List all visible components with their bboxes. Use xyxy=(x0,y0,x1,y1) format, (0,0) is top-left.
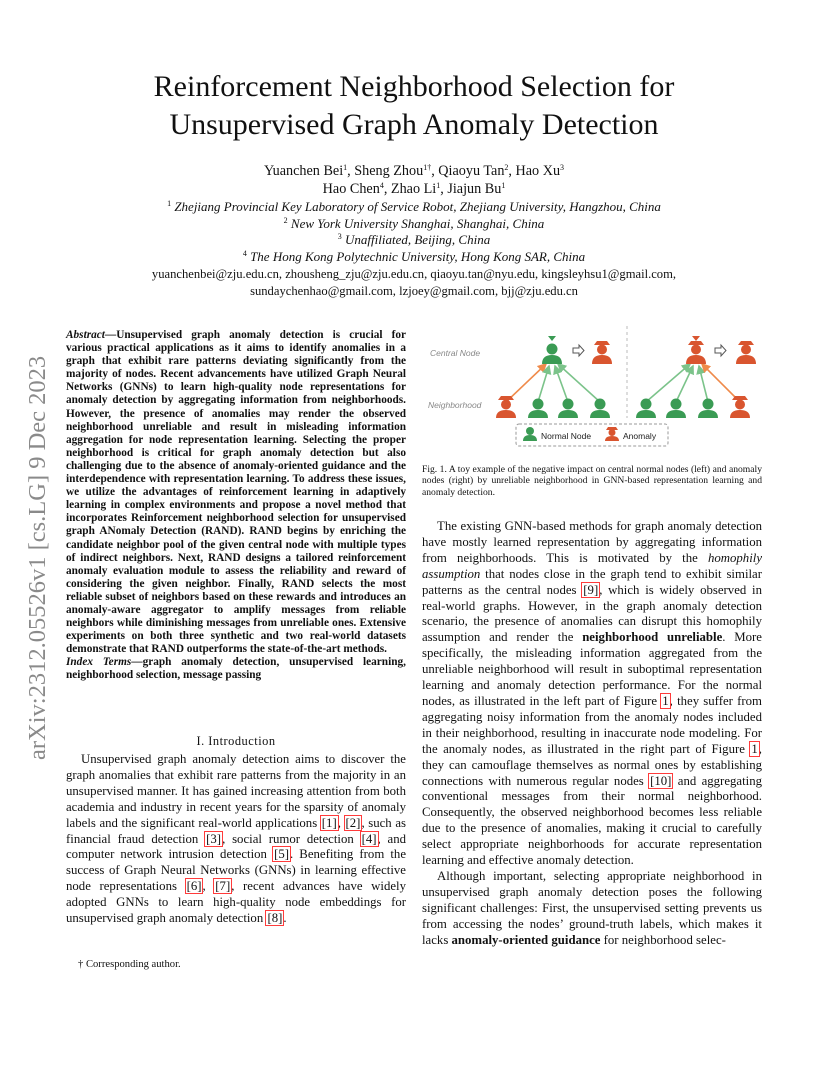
citation-link[interactable]: [7] xyxy=(215,879,231,894)
figure-1 xyxy=(422,322,762,450)
figure-reference-link[interactable]: 1 xyxy=(751,741,758,756)
citation-link[interactable]: [6] xyxy=(186,879,202,894)
author-line-1: Yuanchen Bei$^1$, Sheng Zhou$^{1\dagger}$, Qiaoyu Tan$^2$, Hao Xu$^3$ xyxy=(263,163,565,179)
author-affiliation-mark: 2 xyxy=(504,163,509,172)
arxiv-identifier-stamp xyxy=(20,290,54,760)
author-affiliation-mark: 1 xyxy=(501,181,506,190)
index-terms-label: Index Terms xyxy=(66,656,132,669)
bold-term: anomaly-oriented guidance xyxy=(451,932,601,947)
email-line-1: yuanchenbei@zju.edu.cn, zhousheng_zju@zju.edu.cn, qiaoyu.tan@nyu.edu, kingsleyhsu1@gmail.com, xyxy=(151,267,677,281)
author-name: Zhao Li xyxy=(390,181,437,197)
emphasized-term: homophily assumption xyxy=(422,550,762,581)
author-affiliation-mark: 3 xyxy=(560,163,565,172)
citation-link[interactable]: [5] xyxy=(274,847,289,862)
right-transform-arrow-icon xyxy=(715,345,726,356)
author-affiliation-mark: 1 xyxy=(436,181,441,190)
author-line-2: Hao Chen$^4$, Zhao Li$^1$, Jiajun Bu$^1$ xyxy=(322,181,506,197)
abstract-label: Abstract xyxy=(66,329,105,341)
right-paragraph-2: Although important, selecting appropriate neighborhood in unsupervised graph anomaly detection poses the following significant challenges: First, the unsupervised setting prevents us from accessing the nodes’ ground-truth labels, which makes it lacks anomaly-oriented guidance for neighborhood selec- xyxy=(422,868,762,947)
citation-link[interactable]: [10] xyxy=(650,773,672,788)
title-line-2: Unsupervised Graph Anomaly Detection xyxy=(169,108,659,141)
right-column-body xyxy=(422,519,762,948)
abstract xyxy=(66,329,406,683)
figure-1-caption: Fig. 1. A toy example of the negative impact on central normal nodes (left) and anomaly nodes (right) by unreliable neighborhood in GNN-based representation learning and anomaly detection. xyxy=(422,464,762,498)
introduction-paragraph: Unsupervised graph anomaly detection aims to discover the graph anomalies that exhibit rare patterns from the majority in an unsupervised manner. It has gained increasing attention from both academia and industry in recent years for the sparsity of anomaly labels and the significant real-world applications [1], [2], such as financial fraud detection [3], social rumor detection [4], and computer network intrusion detection [5]. Benefiting from the success of Graph Neural Networks (GNNs) in learning effective node representations [6], [7], recent advances have widely adopted GNNs to learn high-quality node embeddings for unsupervised graph anomaly detection [8]. xyxy=(66,752,407,926)
right-central-anomaly-node xyxy=(686,336,706,364)
citation-link[interactable]: [1] xyxy=(321,815,337,830)
left-transform-arrow-icon xyxy=(573,345,584,356)
citation-link[interactable]: [3] xyxy=(206,831,222,846)
affiliation-text: The Hong Kong Polytechnic University, Hong Kong SAR, China xyxy=(246,248,586,264)
legend-anomaly-label: Anomaly xyxy=(623,431,657,441)
right-neighbor-anomaly-node xyxy=(730,396,750,418)
left-aggregation-arrows xyxy=(506,364,600,402)
affiliation-line xyxy=(60,199,768,216)
affiliation-text: Zhejiang Provincial Key Laboratory of Service Robot, Zhejiang University, Hangzhou, China xyxy=(171,199,661,214)
left-neighbor-normal-nodes xyxy=(528,399,610,419)
author-affiliation-mark: 1 xyxy=(343,163,348,172)
email-line-2: sundaychenhao@gmail.com, lzjoey@gmail.com, bjj@zju.edu.cn xyxy=(250,284,578,298)
left-central-normal-node xyxy=(542,336,562,364)
author-affiliation-mark: 1† xyxy=(423,163,432,172)
introduction-body xyxy=(66,752,406,927)
affiliation-line xyxy=(60,216,768,233)
paper-title xyxy=(90,68,738,144)
citation-link[interactable]: [4] xyxy=(361,831,377,846)
affiliation-mark: 3 xyxy=(337,232,342,242)
figure-reference-link[interactable]: 1 xyxy=(662,693,669,708)
legend-anomaly-icon xyxy=(605,427,619,441)
legend-normal-icon xyxy=(523,427,537,441)
affiliation-line xyxy=(60,232,768,249)
author-list xyxy=(90,162,738,198)
author-name: Sheng Zhou xyxy=(354,163,424,179)
neighborhood-label: Neighborhood xyxy=(428,400,482,410)
bold-term: neighborhood unreliable xyxy=(582,630,723,645)
affiliation-text: Unaffiliated, Beijing, China xyxy=(341,232,491,248)
abstract-text: —Unsupervised graph anomaly detection is crucial for various practical applications as it aims to identify anomalies in a graph that exhibit rare patterns deviating significantly from the majority of nodes. Recent advancements have utilized Graph Neural Networks (GNNs) to learn high-quality node representations for anomaly detection by aggregating information from neighborhoods. However, the presence of anomalies may render the observed neighborhood unreliable and result in misleading information aggregation for node representation learning. Selecting the proper neighborhood is critical for graph anomaly detection but also challenging due to the absence of anomaly-oriented guidance and the interdependence with representation learning. To address these issues, we utilize the advantages of reinforcement learning in adaptively learning in complex environments and propose a novel method that incorporates Reinforcement neighborhood selection for unsupervised graph ANomaly Detection (RAND). RAND begins by enriching the candidate neighbor pool of the given central node with multiple types of indirect neighbors. Next, RAND designs a tailored reinforcement anomaly evaluation module to assess the reliability and reward of considering the given neighbor. Finally, RAND selects the most reliable subset of neighbors based on these rewards and introduces an anomaly-aware aggregator to amplify messages from reliable neighbors while diminishing messages from unreliable ones. Extensive experiments on both three synthetic and two real-world datasets demonstrate that RAND outperforms the state-of-the-art methods. xyxy=(66,329,406,656)
author-emails xyxy=(60,266,768,300)
author-name: Qiaoyu Tan xyxy=(438,163,505,179)
right-neighbor-normal-nodes xyxy=(636,399,718,419)
affiliation-text: New York University Shanghai, Shanghai, China xyxy=(287,215,545,231)
author-name: Yuanchen Bei xyxy=(263,163,344,179)
affiliation-line xyxy=(60,249,768,266)
arxiv-identifier-text: arXiv:2312.05526v1 [cs.LG] 9 Dec 2023 xyxy=(24,355,51,760)
right-result-anomaly-node xyxy=(736,341,756,364)
citation-link[interactable]: [2] xyxy=(345,815,361,830)
footnote: † Corresponding author. xyxy=(78,959,181,970)
author-name: Jiajun Bu xyxy=(447,181,502,197)
affiliation-mark: 4 xyxy=(242,248,247,258)
section-heading-introduction: I. Introduction xyxy=(196,734,276,748)
legend-normal-label: Normal Node xyxy=(541,431,592,441)
figure-legend xyxy=(516,424,668,446)
title-line-1: Reinforcement Neighborhood Selection for xyxy=(153,70,675,103)
citation-link[interactable]: [8] xyxy=(267,911,283,926)
citation-link[interactable]: [9] xyxy=(583,582,599,597)
left-neighbor-anomaly-node xyxy=(496,396,516,418)
central-node-label: Central Node xyxy=(430,348,481,358)
right-paragraph-1: The existing GNN-based methods for graph anomaly detection have mostly learned representation by aggregating information from neighborhoods. This is motivated by the homophily assumption that nodes close in the graph tend to exhibit similar patterns as the central nodes [9], which is widely observed in real-world graphs. However, in the graph anomaly detection scenario, the presence of anomalies can disrupt this homophily assumption and render the neighborhood unreliable. More specifically, the misleading information aggregated from the unreliable neighborhood will result in suboptimal representation learning and anomaly detection performance. For the normal nodes, as illustrated in the left part of Figure 1, they suffer from aggregating noisy information from the anomaly nodes included in their neighborhood, resulting in inaccurate node modeling. For the anomaly nodes, as illustrated in the right part of Figure 1, they can camouflage themselves as normal ones by establishing connections with numerous regular nodes [10] and aggregating conventional messages from their normal neighborhood. Consequently, the observed neighborhood becomes less reliable due to the presence of anomalies, making it crucial to carefully select appropriate neighborhoods for accurate representation learning and effective anomaly detection. xyxy=(422,519,762,868)
affiliation-mark: 2 xyxy=(283,215,288,225)
index-terms-text: —graph anomaly detection, unsupervised learning, neighborhood selection, message passing xyxy=(66,656,406,682)
author-name: Hao Chen xyxy=(322,181,380,197)
affiliation-mark: 1 xyxy=(167,199,172,208)
author-affiliation-mark: 4 xyxy=(379,181,384,190)
affiliation-list xyxy=(60,199,768,265)
right-aggregation-arrows xyxy=(646,364,740,402)
left-result-anomaly-node xyxy=(592,341,612,364)
author-name: Hao Xu xyxy=(515,163,561,179)
